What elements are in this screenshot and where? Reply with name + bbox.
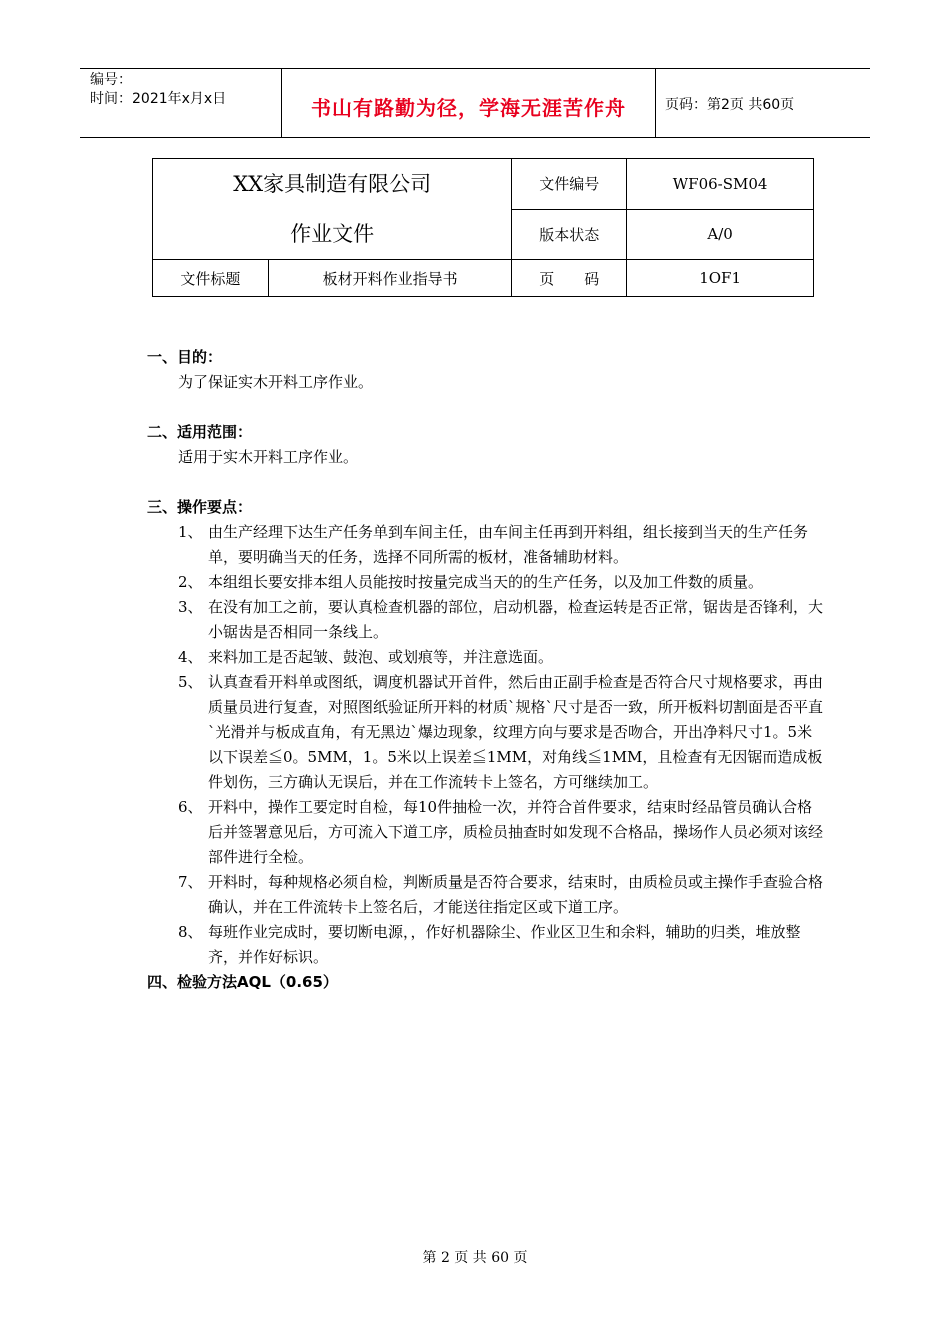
document-info-table xyxy=(152,158,814,297)
document-type: 作业文件 xyxy=(290,222,375,246)
section-title: 三、操作要点： xyxy=(147,498,253,516)
list-item: 8、 每班作业完成时，要切断电源，，作好机器除尘、作业区卫生和余料，辅助的归类，堆放整齐，并作好标识。 xyxy=(178,923,801,966)
header-divider xyxy=(655,69,656,137)
file-no-label: 文件编号 xyxy=(512,159,627,210)
list-item: 7、 开料时，每种规格必须自检，判断质量是否符合要求，结束时，由质检员或主操作手查验合格确认，并在工件流转卡上签名后，才能送往指定区或下道工序。 xyxy=(178,873,824,916)
section-title: 一、目的： xyxy=(147,348,223,366)
version-value: A/0 xyxy=(627,209,814,260)
operation-steps xyxy=(147,520,827,970)
section-title: 二、适用范围： xyxy=(147,423,253,441)
page-footer: 第 2 页 共 60 页 xyxy=(422,1250,528,1266)
company-name: XX家具制造有限公司 xyxy=(233,172,432,196)
company-cell xyxy=(153,159,512,260)
section-text: 为了保证实木开料工序作业。 xyxy=(178,373,374,391)
time-label: 时间：2021年x月x日 xyxy=(90,91,227,107)
list-item: 2、 本组组长要安排本组人员能按时按量完成当天的的生产任务，以及加工件数的质量。 xyxy=(178,573,764,591)
file-no-value: WF06-SM04 xyxy=(627,159,814,210)
title-label: 文件标题 xyxy=(153,260,269,297)
list-item: 6、 开料中，操作工要定时自检，每10件抽检一次，并符合首件要求，结束时经品管员确认合格后并签署意见后，方可流入下道工序，质检员抽查时如发现不合格品，操场作人员必须对该经部件进行全检。 xyxy=(178,798,824,866)
header-motto: 书山有路勤为径，学海无涯苦作舟 xyxy=(311,96,626,120)
document-body xyxy=(147,345,827,995)
section-text: 适用于实木开料工序作业。 xyxy=(178,448,359,466)
version-label: 版本状态 xyxy=(512,209,627,260)
header-meta xyxy=(90,71,280,109)
header-page-label: 页码：第2页 共60页 xyxy=(665,97,795,113)
top-header xyxy=(80,68,870,138)
page-value: 1OF1 xyxy=(627,260,814,297)
list-item: 4、 来料加工是否起皱、鼓泡、或划痕等，并注意选面。 xyxy=(178,648,554,666)
list-item: 3、 在没有加工之前，要认真检查机器的部位，启动机器，检查运转是否正常，锯齿是否锋利，大小锯齿是否相同一条线上。 xyxy=(178,598,824,641)
page-label: 页 码 xyxy=(512,260,627,297)
number-label: 编号： xyxy=(90,72,132,88)
list-item: 1、 由生产经理下达生产任务单到车间主任，由车间主任再到开料组，组长接到当天的生产任务单，要明确当天的任务，选择不同所需的板材，准备辅助材料。 xyxy=(178,523,809,566)
section-title: 四、检验方法AQL（0.65） xyxy=(147,973,338,991)
list-item: 5、 认真查看开料单或图纸，调度机器试开首件，然后由正副手检查是否符合尺寸规格要求，再由质量员进行复查，对照图纸验证所开料的材质`规格`尺寸是否一致，所开板料切割面是否平直`光滑并与板成直角，有无黑边`爆边现象，纹理方向与要求是否吻合，开出净料尺寸1。5米以下误差≦0。5MM，1。5米以上误差≦1MM，对角线≦1MM，且检查有无因锯而造成板件划伤，三方确认无误后，并在工作流转卡上签名，方可继续加工。 xyxy=(178,673,824,791)
title-value: 板材开料作业指导书 xyxy=(268,260,512,297)
